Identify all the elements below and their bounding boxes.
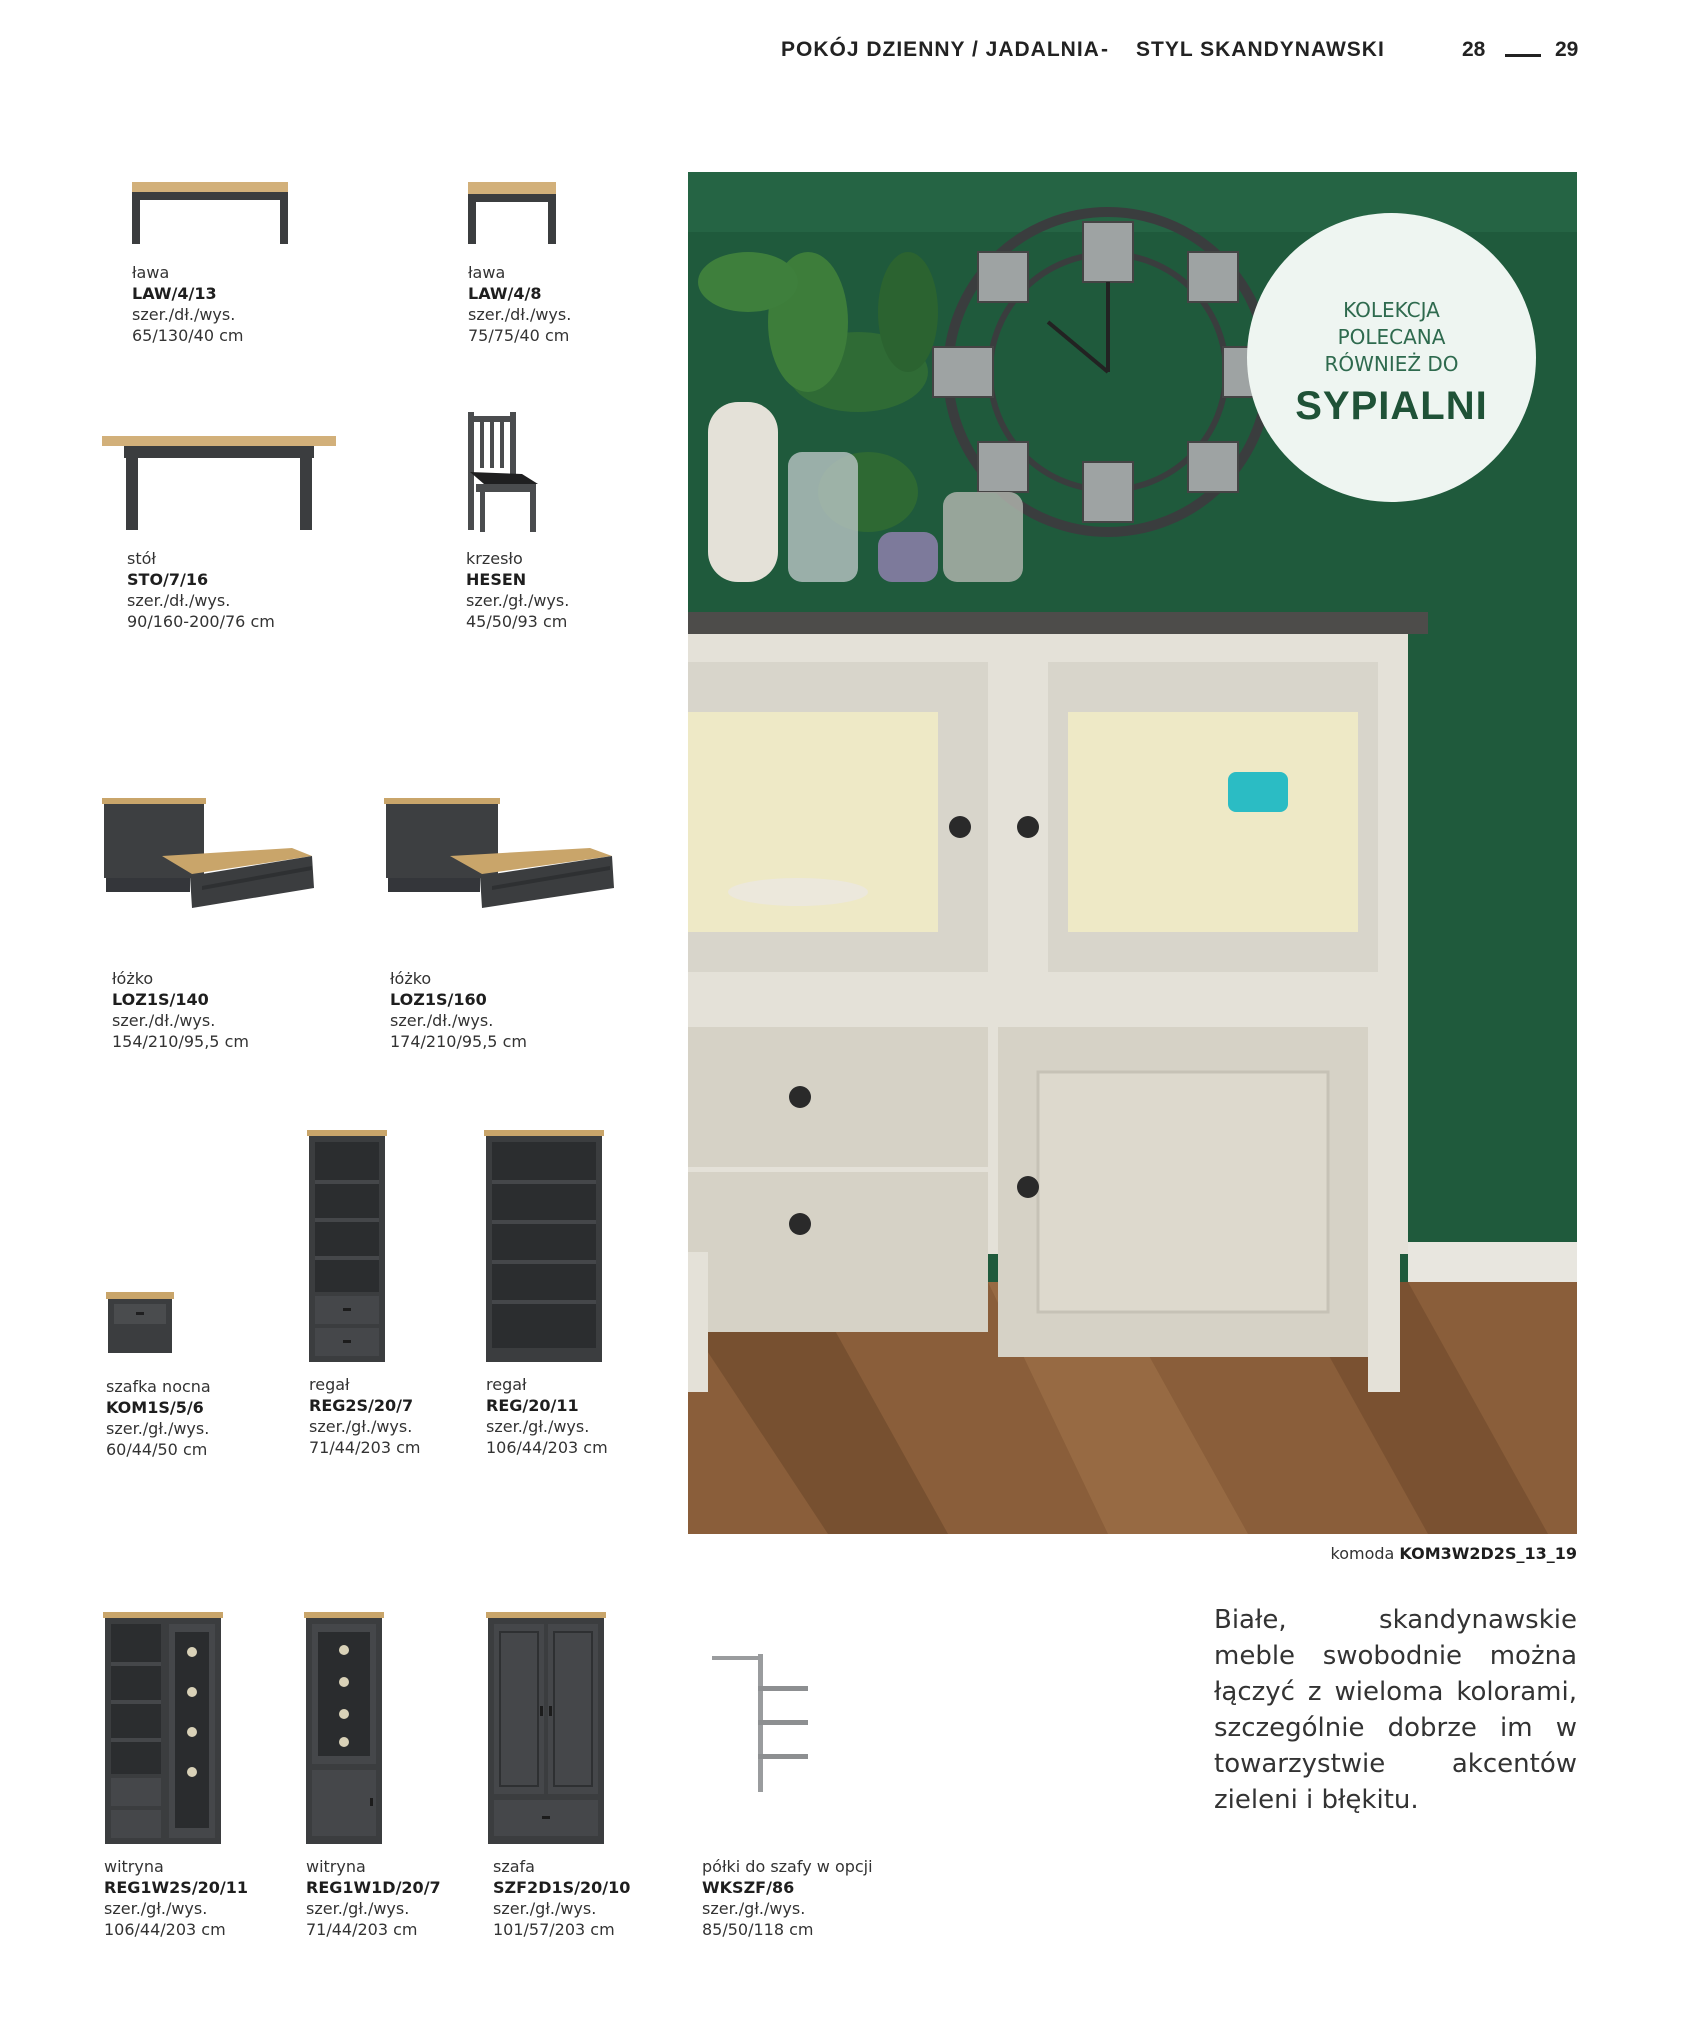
nightstand-icon bbox=[106, 1290, 176, 1356]
product-dims-label: szer./gł./wys. bbox=[309, 1417, 413, 1436]
caption-label: komoda bbox=[1330, 1544, 1400, 1563]
product-loz1s-160 bbox=[384, 796, 624, 1051]
product-dims: 65/130/40 cm bbox=[132, 326, 244, 345]
product-dims-label: szer./gł./wys. bbox=[486, 1417, 590, 1436]
product-hesen bbox=[466, 410, 570, 631]
wardrobe-shelves-icon bbox=[702, 1652, 812, 1796]
coffee-table-icon bbox=[130, 180, 290, 250]
badge-highlight: SYPIALNI bbox=[1295, 384, 1488, 428]
product-name: witryna bbox=[104, 1857, 164, 1876]
product-wkszf-86 bbox=[702, 1652, 873, 1939]
page-header bbox=[0, 38, 1683, 64]
product-dims-label: szer./dł./wys. bbox=[390, 1011, 494, 1030]
product-dims: 106/44/203 cm bbox=[486, 1438, 608, 1457]
product-code: HESEN bbox=[466, 570, 527, 589]
wall-clock bbox=[933, 212, 1283, 532]
product-dims: 90/160-200/76 cm bbox=[127, 612, 275, 631]
product-code: REG2S/20/7 bbox=[309, 1396, 414, 1415]
product-dims: 154/210/95,5 cm bbox=[112, 1032, 249, 1051]
product-name: ława bbox=[132, 263, 170, 282]
badge-line-1: KOLEKCJA bbox=[1343, 298, 1440, 322]
product-name: regał bbox=[309, 1375, 350, 1394]
product-name: regał bbox=[486, 1375, 527, 1394]
product-code: LOZ1S/160 bbox=[390, 990, 487, 1009]
product-dims-label: szer./gł./wys. bbox=[466, 591, 570, 610]
product-dims: 75/75/40 cm bbox=[468, 326, 570, 345]
bookcase-icon bbox=[307, 1130, 387, 1364]
product-dims: 101/57/203 cm bbox=[493, 1920, 615, 1939]
product-code: STO/7/16 bbox=[127, 570, 209, 589]
product-dims: 85/50/118 cm bbox=[702, 1920, 814, 1939]
product-dims-label: szer./gł./wys. bbox=[306, 1899, 410, 1918]
header-separator: - bbox=[1101, 38, 1108, 61]
product-name: ława bbox=[468, 263, 506, 282]
page-number-left: 28 bbox=[1462, 38, 1486, 61]
product-reg-20-11 bbox=[484, 1130, 608, 1457]
product-dims-label: szer./gł./wys. bbox=[104, 1899, 208, 1918]
collection-badge bbox=[1247, 213, 1536, 502]
bookcase-icon bbox=[484, 1130, 604, 1364]
description-text: Białe, skandynawskie meble swobodnie można łączyć z wieloma kolorami, szczególnie dobrze im w towarzystwie akcentów zieleni i błękitu. bbox=[1214, 1605, 1577, 1815]
badge-line-3: RÓWNIEŻ DO bbox=[1324, 352, 1459, 376]
product-reg1w2s-20-11 bbox=[103, 1612, 249, 1939]
product-name: witryna bbox=[306, 1857, 366, 1876]
product-name: łóżko bbox=[112, 969, 154, 988]
product-loz1s-140 bbox=[102, 796, 326, 1051]
display-cabinet-icon bbox=[103, 1612, 223, 1846]
coffee-table-icon bbox=[466, 180, 566, 250]
bed-icon bbox=[102, 796, 326, 916]
product-code: KOM1S/5/6 bbox=[106, 1398, 204, 1417]
product-name: łóżko bbox=[390, 969, 432, 988]
product-reg1w1d-20-7 bbox=[304, 1612, 441, 1939]
product-code: LAW/4/8 bbox=[468, 284, 542, 303]
product-dims-label: szer./gł./wys. bbox=[493, 1899, 597, 1918]
product-dims: 106/44/203 cm bbox=[104, 1920, 226, 1939]
caption-code: KOM3W2D2S_13_19 bbox=[1399, 1544, 1577, 1563]
product-dims: 45/50/93 cm bbox=[466, 612, 568, 631]
product-dims: 71/44/203 cm bbox=[306, 1920, 418, 1939]
dining-table-icon bbox=[100, 434, 340, 534]
product-code: LOZ1S/140 bbox=[112, 990, 209, 1009]
product-dims-label: szer./dł./wys. bbox=[132, 305, 236, 324]
section-title: POKÓJ DZIENNY / JADALNIA bbox=[781, 38, 1100, 61]
product-code: WKSZF/86 bbox=[702, 1878, 795, 1897]
page-number-divider bbox=[1505, 54, 1541, 57]
product-kom1s-5-6 bbox=[106, 1290, 211, 1459]
chair-icon bbox=[466, 410, 546, 535]
product-code: REG1W2S/20/11 bbox=[104, 1878, 249, 1897]
product-dims: 60/44/50 cm bbox=[106, 1440, 208, 1459]
badge-line-2: POLECANA bbox=[1337, 325, 1446, 349]
product-dims: 71/44/203 cm bbox=[309, 1438, 421, 1457]
product-reg2s-20-7 bbox=[307, 1130, 421, 1457]
product-dims-label: szer./dł./wys. bbox=[127, 591, 231, 610]
product-code: REG1W1D/20/7 bbox=[306, 1878, 441, 1897]
product-dims: 174/210/95,5 cm bbox=[390, 1032, 527, 1051]
photo-caption bbox=[1331, 1544, 1578, 1563]
product-szf2d1s-20-10 bbox=[486, 1612, 631, 1939]
product-law-4-13 bbox=[130, 180, 290, 345]
product-name: stół bbox=[127, 549, 156, 568]
product-sto-7-16 bbox=[100, 434, 340, 631]
product-dims-label: szer./dł./wys. bbox=[112, 1011, 216, 1030]
product-name: szafa bbox=[493, 1857, 535, 1876]
product-code: REG/20/11 bbox=[486, 1396, 579, 1415]
style-title: STYL SKANDYNAWSKI bbox=[1136, 38, 1385, 61]
product-dims-label: szer./dł./wys. bbox=[468, 305, 572, 324]
product-name: szafka nocna bbox=[106, 1377, 211, 1396]
display-cabinet-icon bbox=[304, 1612, 384, 1846]
product-code: SZF2D1S/20/10 bbox=[493, 1878, 631, 1897]
product-name: półki do szafy w opcji bbox=[702, 1857, 873, 1876]
bed-icon bbox=[384, 796, 624, 916]
product-name: krzesło bbox=[466, 549, 523, 568]
wardrobe-icon bbox=[486, 1612, 606, 1846]
product-dims-label: szer./gł./wys. bbox=[106, 1419, 210, 1438]
page-number-right: 29 bbox=[1555, 38, 1579, 61]
product-code: LAW/4/13 bbox=[132, 284, 217, 303]
product-dims-label: szer./gł./wys. bbox=[702, 1899, 806, 1918]
product-law-4-8 bbox=[466, 180, 572, 345]
